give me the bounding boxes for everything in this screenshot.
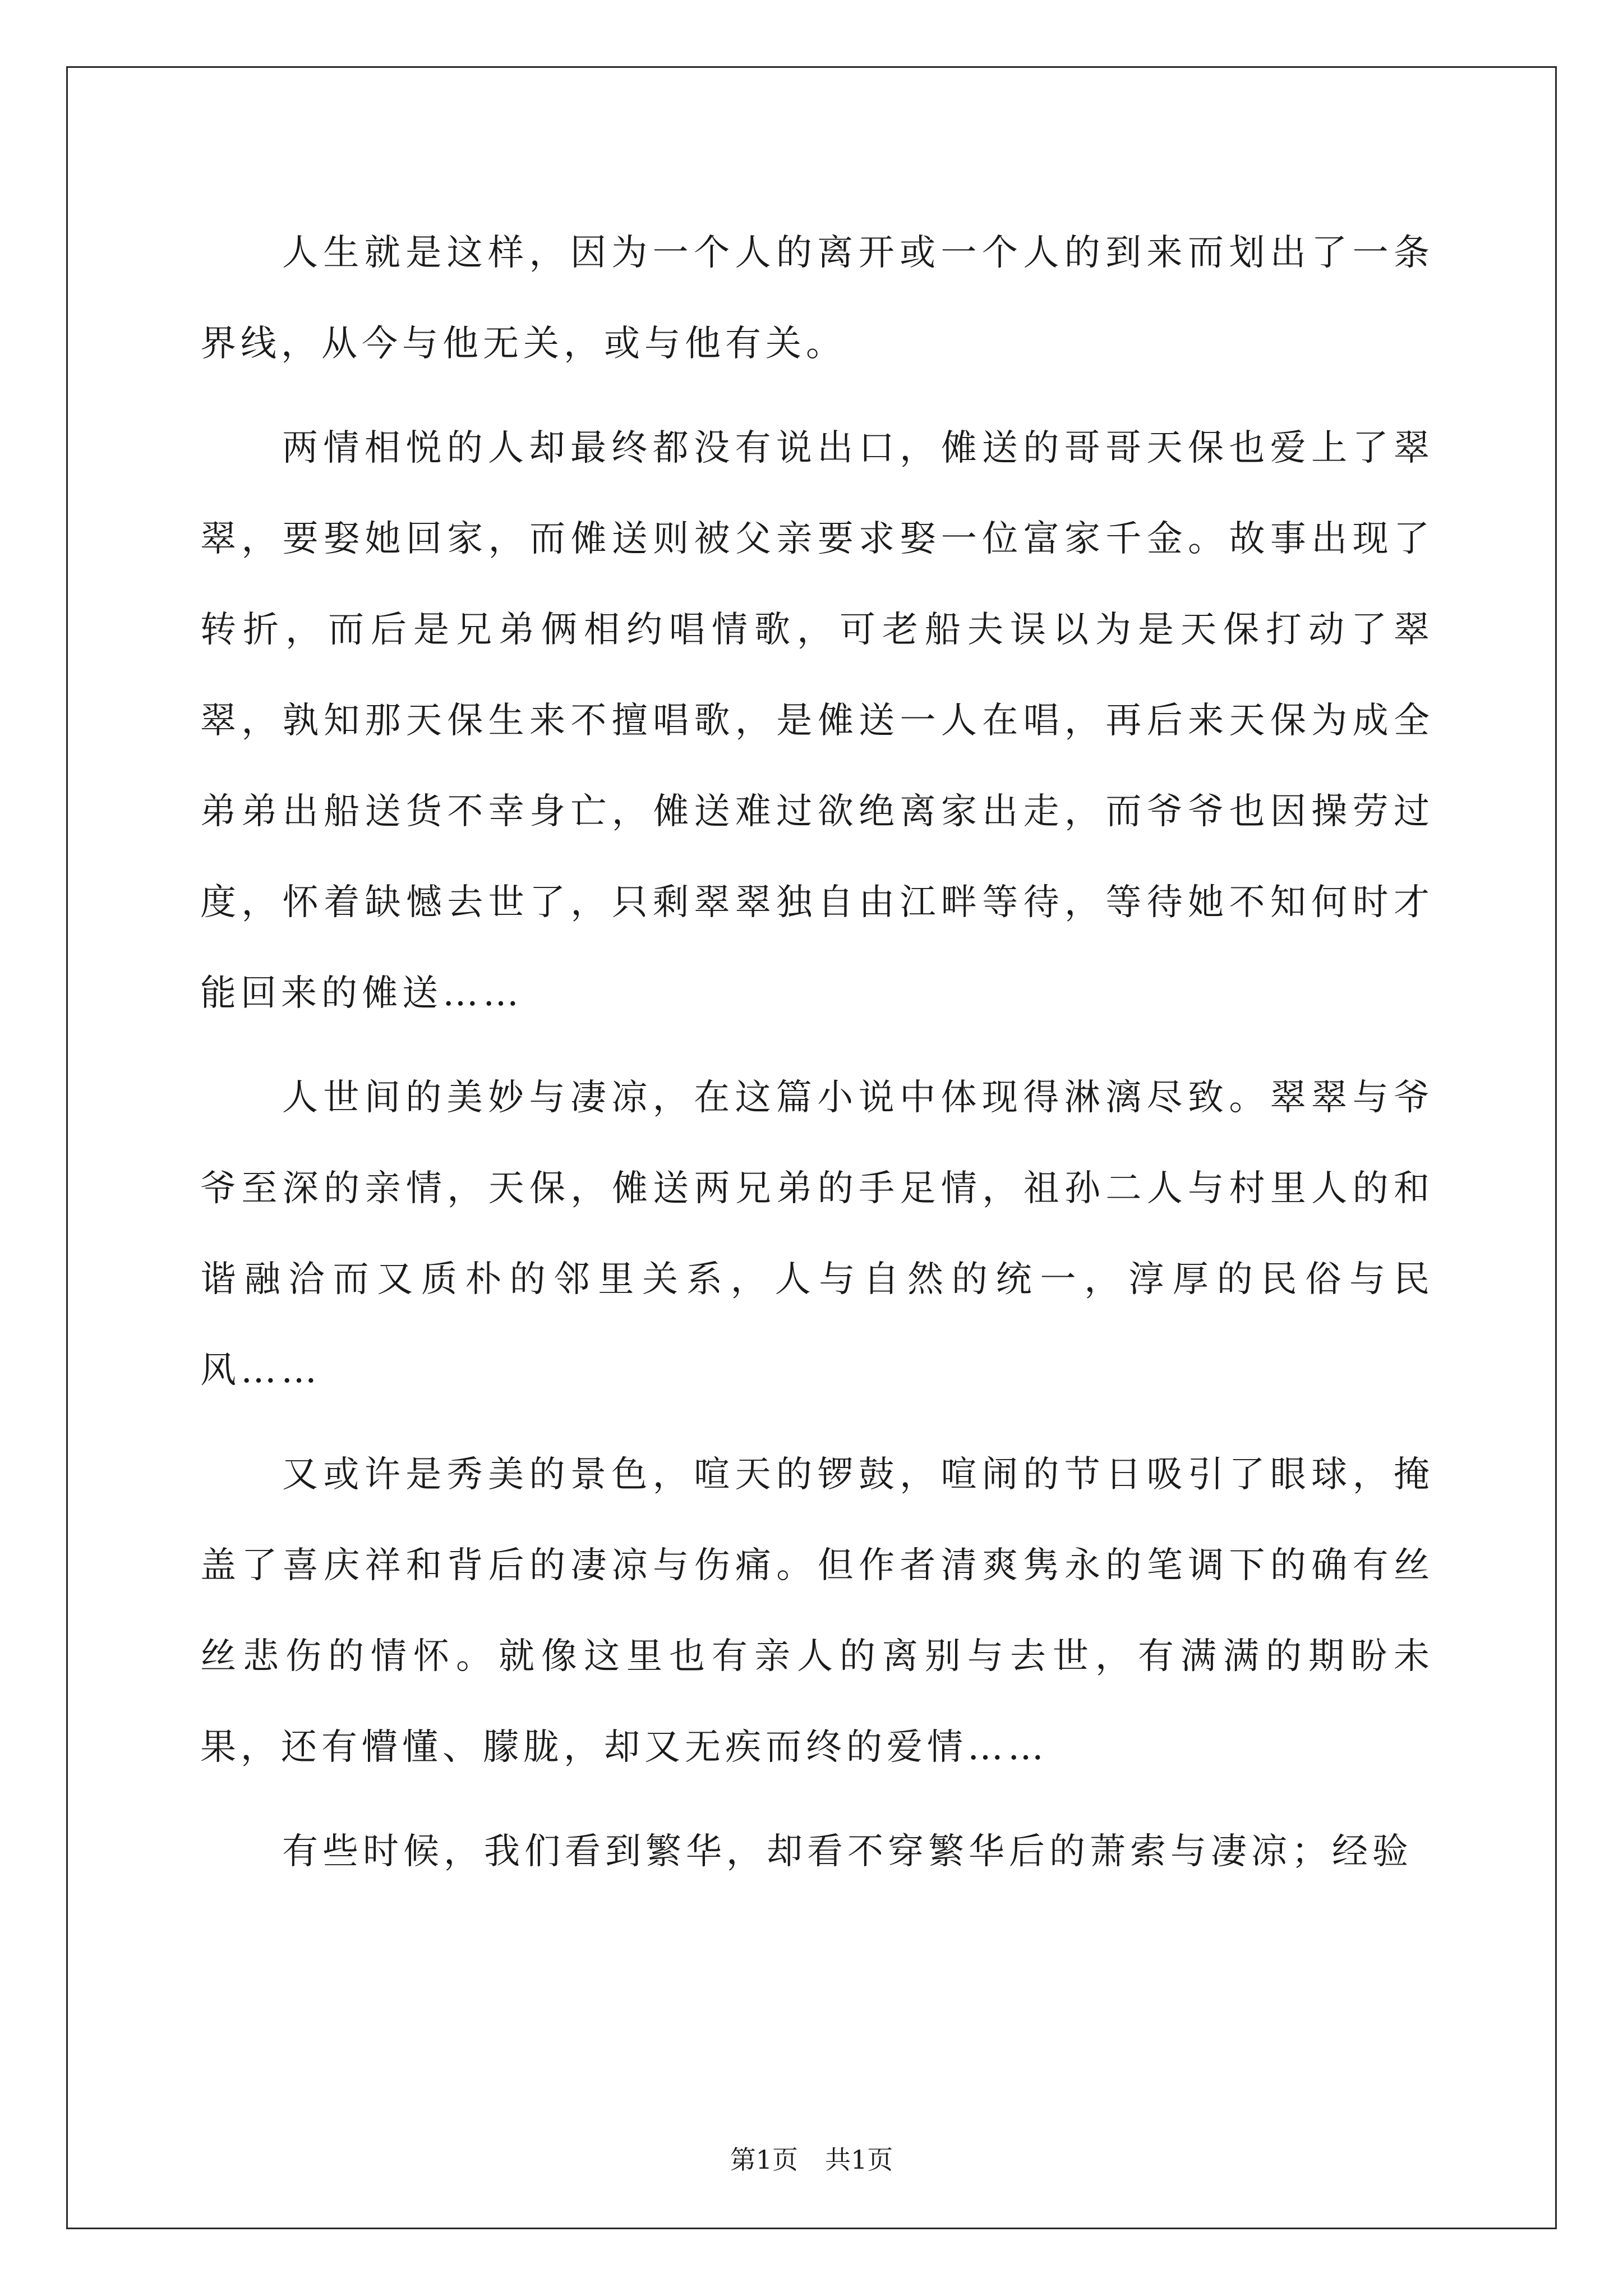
document-body: [200, 208, 1434, 1911]
page-number: 第1页: [730, 2145, 798, 2175]
paragraph-5: 有些时候，我们看到繁华，却看不穿繁华后的萧索与凄凉；经验: [282, 1831, 1413, 1872]
paragraph-4: 又或许是秀美的景色，喧天的锣鼓，喧闹的节日吸引了眼球，掩盖了喜庆祥和背后的凄凉与伤痛。但作者清爽隽永的笔调下的确有丝丝悲伤的情怀。就像这里也有亲人的离别与去世，有满满的期盼未果，还有懵懂、朦胧，却又无疾而终的爱情……: [200, 1454, 1434, 1768]
paragraph-2: 两情相悦的人却最终都没有说出口，傩送的哥哥天保也爱上了翠翠，要娶她回家，而傩送则被父亲要求娶一位富家千金。故事出现了转折，而后是兄弟俩相约唱情歌，可老船夫误以为是天保打动了翠翠，孰知那天保生来不擅唱歌，是傩送一人在唱，再后来天保为成全弟弟出船送货不幸身亡，傩送难过欲绝离家出走，而爷爷也因操劳过度，怀着缺憾去世了，只剩翠翠独自由江畔等待，等待她不知何时才能回来的傩送……: [200, 427, 1434, 1014]
page-footer: [0, 2143, 1623, 2177]
paragraph-3: 人世间的美妙与凄凉，在这篇小说中体现得淋漓尽致。翠翠与爷爷至深的亲情，天保，傩送两兄弟的手足情，祖孙二人与村里人的和谐融洽而又质朴的邻里关系，人与自然的统一，淳厚的民俗与民风……: [200, 1077, 1434, 1391]
page-total: 共1页: [825, 2145, 893, 2175]
paragraph-1: 人生就是这样，因为一个人的离开或一个人的到来而划出了一条界线，从今与他无关，或与他有关。: [200, 232, 1434, 365]
